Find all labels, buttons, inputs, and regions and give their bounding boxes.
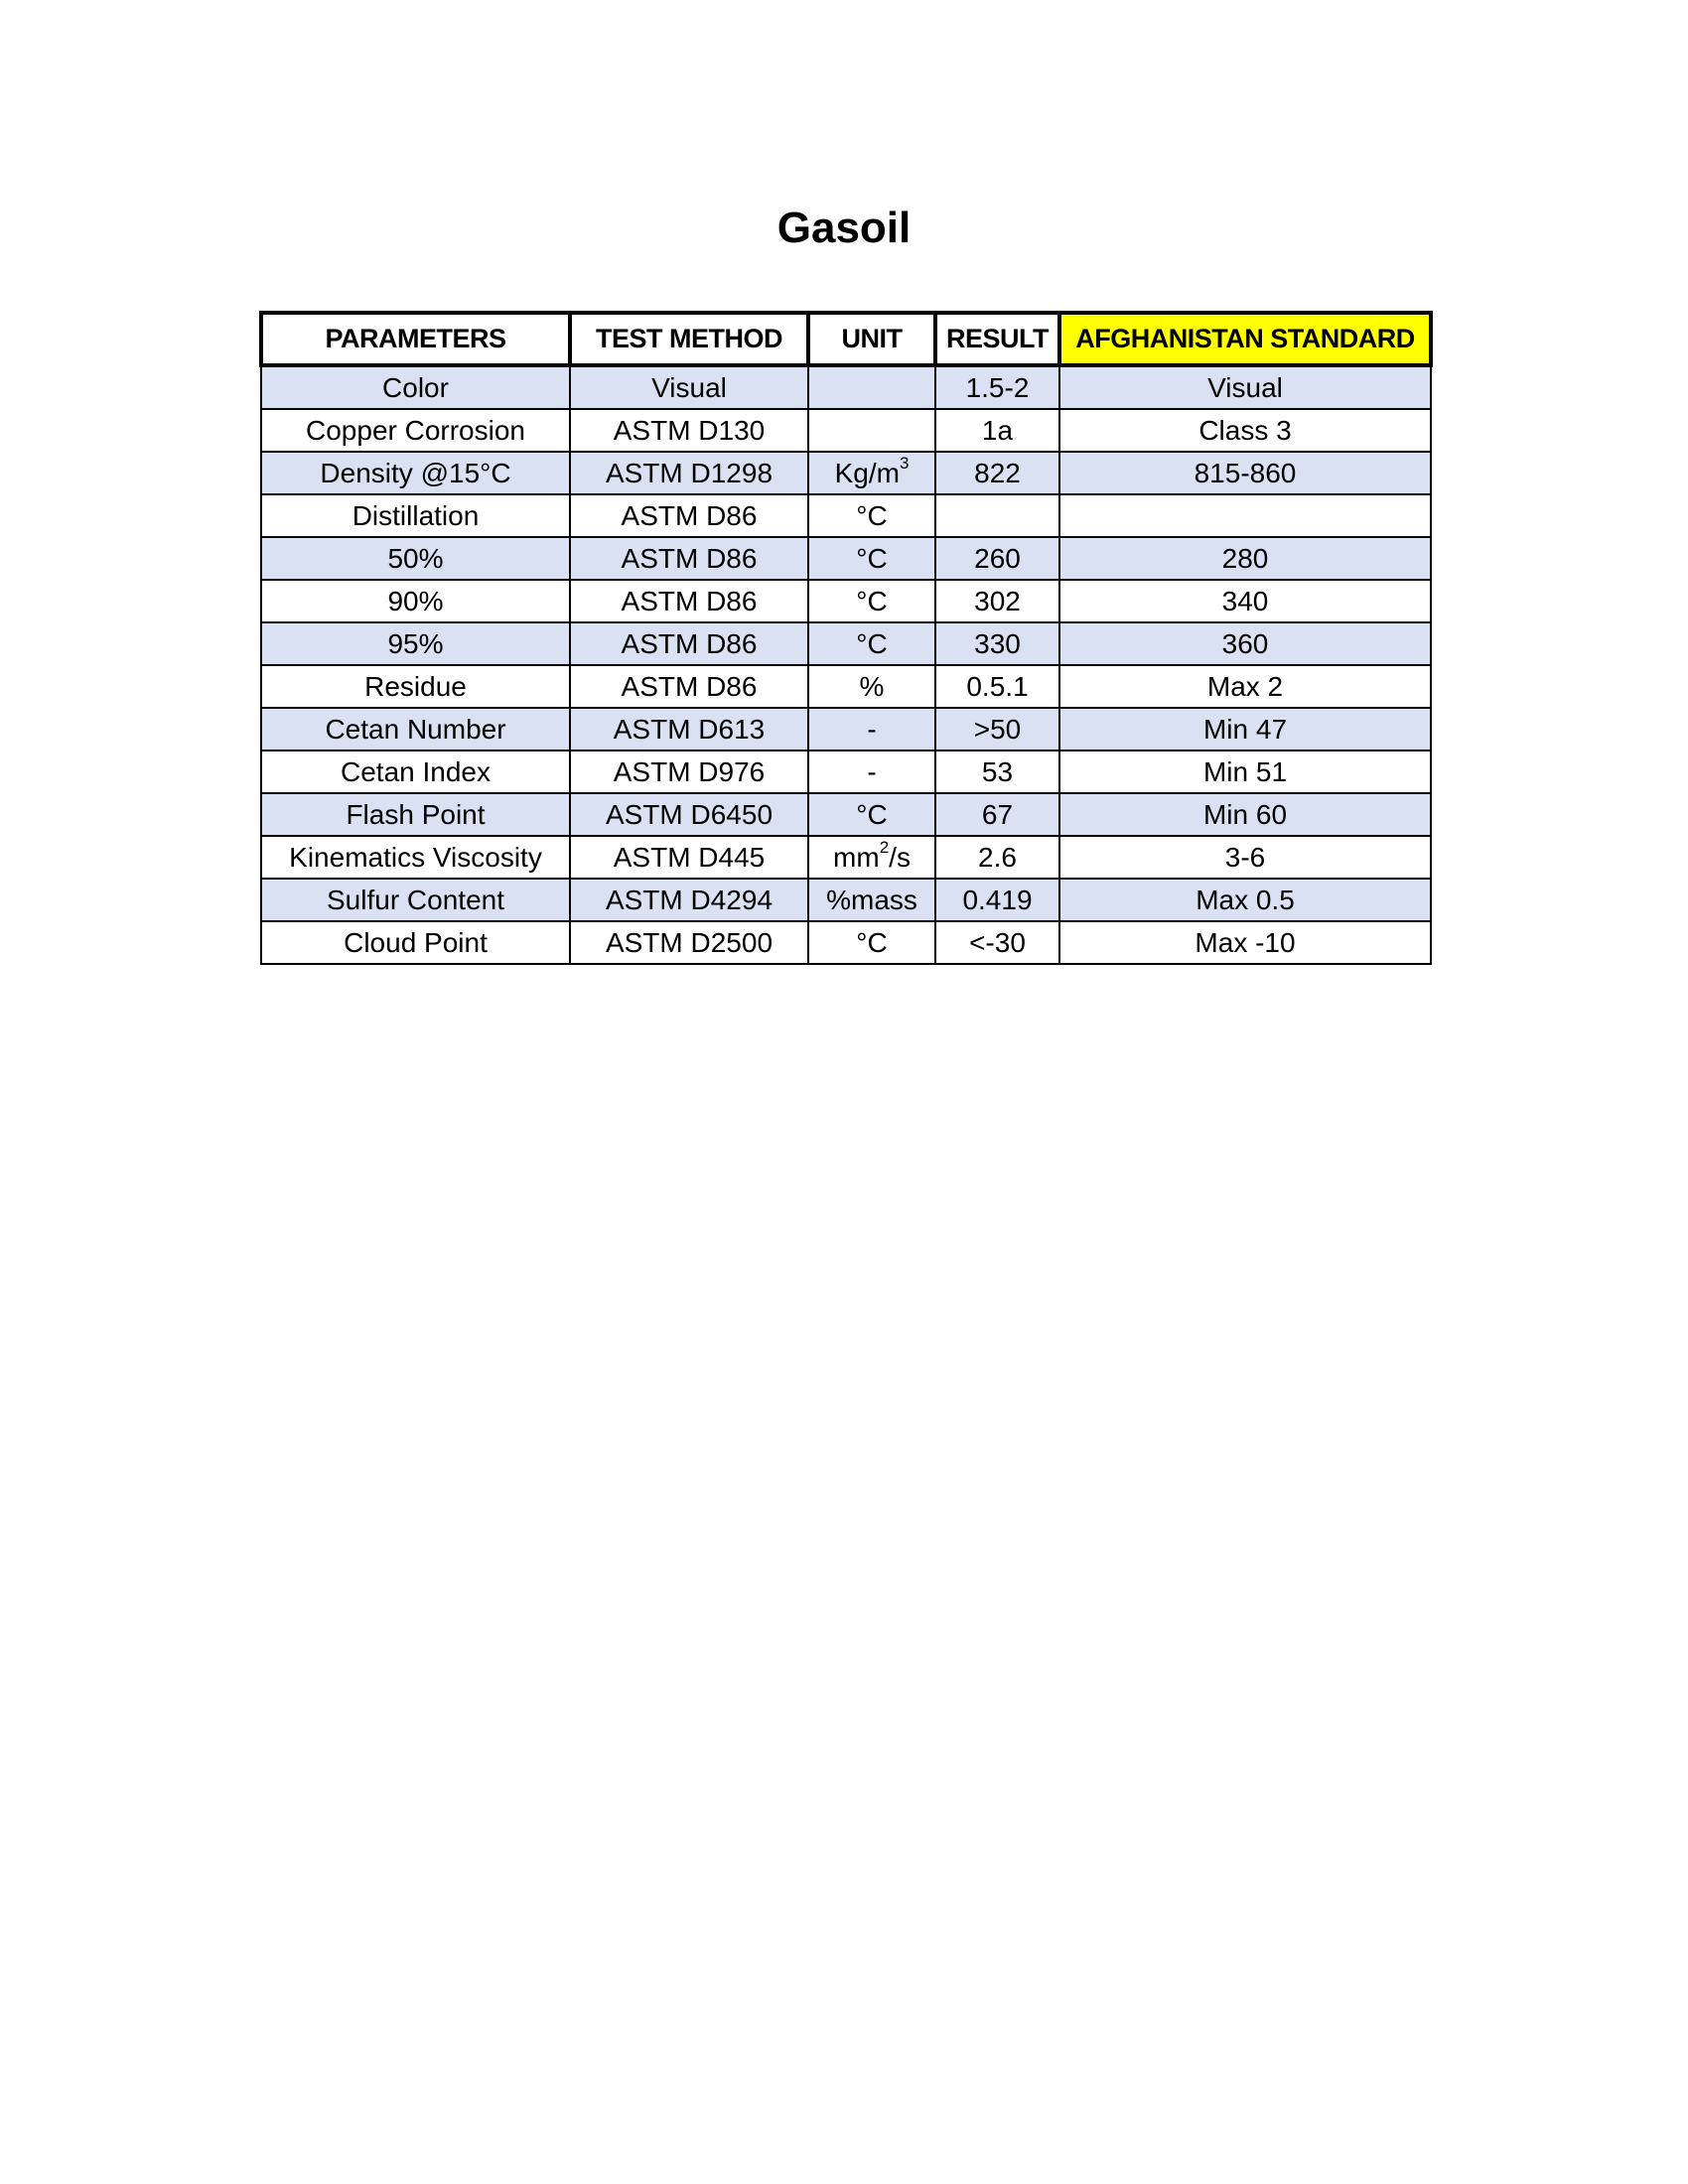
- cell-afghanistan-standard: Min 47: [1059, 708, 1431, 751]
- table-row: [261, 836, 1431, 879]
- cell-parameter: 90%: [261, 580, 570, 622]
- table-row: [261, 580, 1431, 622]
- header-afghanistan-standard: AFGHANISTAN STANDARD: [1059, 313, 1431, 365]
- cell-parameter: Cloud Point: [261, 921, 570, 964]
- cell-test-method: ASTM D6450: [570, 793, 808, 836]
- table-row: [261, 622, 1431, 665]
- cell-unit: [808, 836, 935, 879]
- cell-result: 2.6: [935, 836, 1059, 879]
- specification-table: [259, 311, 1433, 965]
- table-row: [261, 494, 1431, 537]
- cell-afghanistan-standard: Min 60: [1059, 793, 1431, 836]
- cell-test-method: ASTM D86: [570, 622, 808, 665]
- cell-parameter: Color: [261, 365, 570, 409]
- table-row: [261, 452, 1431, 494]
- cell-unit: [808, 537, 935, 580]
- cell-unit: [808, 793, 935, 836]
- unit-base: mm: [833, 842, 880, 873]
- cell-unit: [808, 580, 935, 622]
- header-unit: UNIT: [808, 313, 935, 365]
- cell-test-method: ASTM D976: [570, 751, 808, 793]
- cell-result: 330: [935, 622, 1059, 665]
- header-test-method: TEST METHOD: [570, 313, 808, 365]
- cell-afghanistan-standard: 280: [1059, 537, 1431, 580]
- cell-parameter: 95%: [261, 622, 570, 665]
- cell-afghanistan-standard: 340: [1059, 580, 1431, 622]
- cell-result: 1.5-2: [935, 365, 1059, 409]
- cell-afghanistan-standard: [1059, 494, 1431, 537]
- cell-result: 822: [935, 452, 1059, 494]
- cell-result: 302: [935, 580, 1059, 622]
- cell-result: <-30: [935, 921, 1059, 964]
- table-row: [261, 793, 1431, 836]
- unit-base: °C: [856, 628, 888, 659]
- cell-unit: [808, 365, 935, 409]
- cell-test-method: ASTM D445: [570, 836, 808, 879]
- table-row: [261, 409, 1431, 452]
- table-row: [261, 879, 1431, 921]
- cell-parameter: Distillation: [261, 494, 570, 537]
- table-row: [261, 665, 1431, 708]
- cell-afghanistan-standard: 815-860: [1059, 452, 1431, 494]
- cell-result: 0.5.1: [935, 665, 1059, 708]
- unit-base: Kg/m: [834, 458, 900, 488]
- unit-base: %mass: [826, 885, 917, 915]
- cell-afghanistan-standard: 3-6: [1059, 836, 1431, 879]
- cell-test-method: ASTM D86: [570, 580, 808, 622]
- cell-test-method: ASTM D86: [570, 494, 808, 537]
- cell-parameter: Flash Point: [261, 793, 570, 836]
- cell-afghanistan-standard: 360: [1059, 622, 1431, 665]
- cell-unit: [808, 622, 935, 665]
- header-row: [261, 313, 1431, 365]
- cell-parameter: Cetan Number: [261, 708, 570, 751]
- cell-test-method: ASTM D2500: [570, 921, 808, 964]
- unit-base: °C: [856, 543, 888, 574]
- cell-test-method: ASTM D613: [570, 708, 808, 751]
- cell-unit: [808, 921, 935, 964]
- cell-unit: [808, 751, 935, 793]
- cell-afghanistan-standard: Max -10: [1059, 921, 1431, 964]
- unit-base: °C: [856, 586, 888, 616]
- cell-unit: [808, 708, 935, 751]
- cell-parameter: Sulfur Content: [261, 879, 570, 921]
- table-body: [261, 365, 1431, 964]
- cell-afghanistan-standard: Min 51: [1059, 751, 1431, 793]
- unit-superscript: 3: [899, 453, 910, 473]
- table-row: [261, 708, 1431, 751]
- cell-unit: [808, 879, 935, 921]
- cell-test-method: Visual: [570, 365, 808, 409]
- table-row: [261, 365, 1431, 409]
- cell-test-method: ASTM D86: [570, 537, 808, 580]
- cell-test-method: ASTM D86: [570, 665, 808, 708]
- cell-result: >50: [935, 708, 1059, 751]
- cell-afghanistan-standard: Class 3: [1059, 409, 1431, 452]
- header-result: RESULT: [935, 313, 1059, 365]
- cell-test-method: ASTM D4294: [570, 879, 808, 921]
- cell-afghanistan-standard: Max 2: [1059, 665, 1431, 708]
- cell-parameter: Residue: [261, 665, 570, 708]
- unit-superscript: 2: [879, 837, 890, 857]
- cell-result: 67: [935, 793, 1059, 836]
- cell-test-method: ASTM D130: [570, 409, 808, 452]
- cell-parameter: Kinematics Viscosity: [261, 836, 570, 879]
- unit-suffix: /s: [889, 842, 911, 873]
- unit-base: °C: [856, 927, 888, 958]
- cell-result: [935, 494, 1059, 537]
- cell-afghanistan-standard: Visual: [1059, 365, 1431, 409]
- cell-unit: [808, 409, 935, 452]
- cell-afghanistan-standard: Max 0.5: [1059, 879, 1431, 921]
- cell-parameter: Density @15°C: [261, 452, 570, 494]
- unit-base: °C: [856, 799, 888, 830]
- document-title: Gasoil: [776, 204, 912, 252]
- cell-parameter: Cetan Index: [261, 751, 570, 793]
- unit-base: -: [867, 756, 877, 787]
- cell-result: 260: [935, 537, 1059, 580]
- cell-result: 0.419: [935, 879, 1059, 921]
- cell-test-method: ASTM D1298: [570, 452, 808, 494]
- cell-parameter: 50%: [261, 537, 570, 580]
- cell-result: 1a: [935, 409, 1059, 452]
- table-row: [261, 751, 1431, 793]
- table-row: [261, 921, 1431, 964]
- header-parameters: PARAMETERS: [261, 313, 570, 365]
- unit-base: °C: [856, 500, 888, 531]
- unit-base: %: [859, 671, 885, 702]
- cell-unit: [808, 452, 935, 494]
- cell-unit: [808, 494, 935, 537]
- cell-result: 53: [935, 751, 1059, 793]
- cell-unit: [808, 665, 935, 708]
- unit-base: -: [867, 714, 877, 745]
- table-row: [261, 537, 1431, 580]
- cell-parameter: Copper Corrosion: [261, 409, 570, 452]
